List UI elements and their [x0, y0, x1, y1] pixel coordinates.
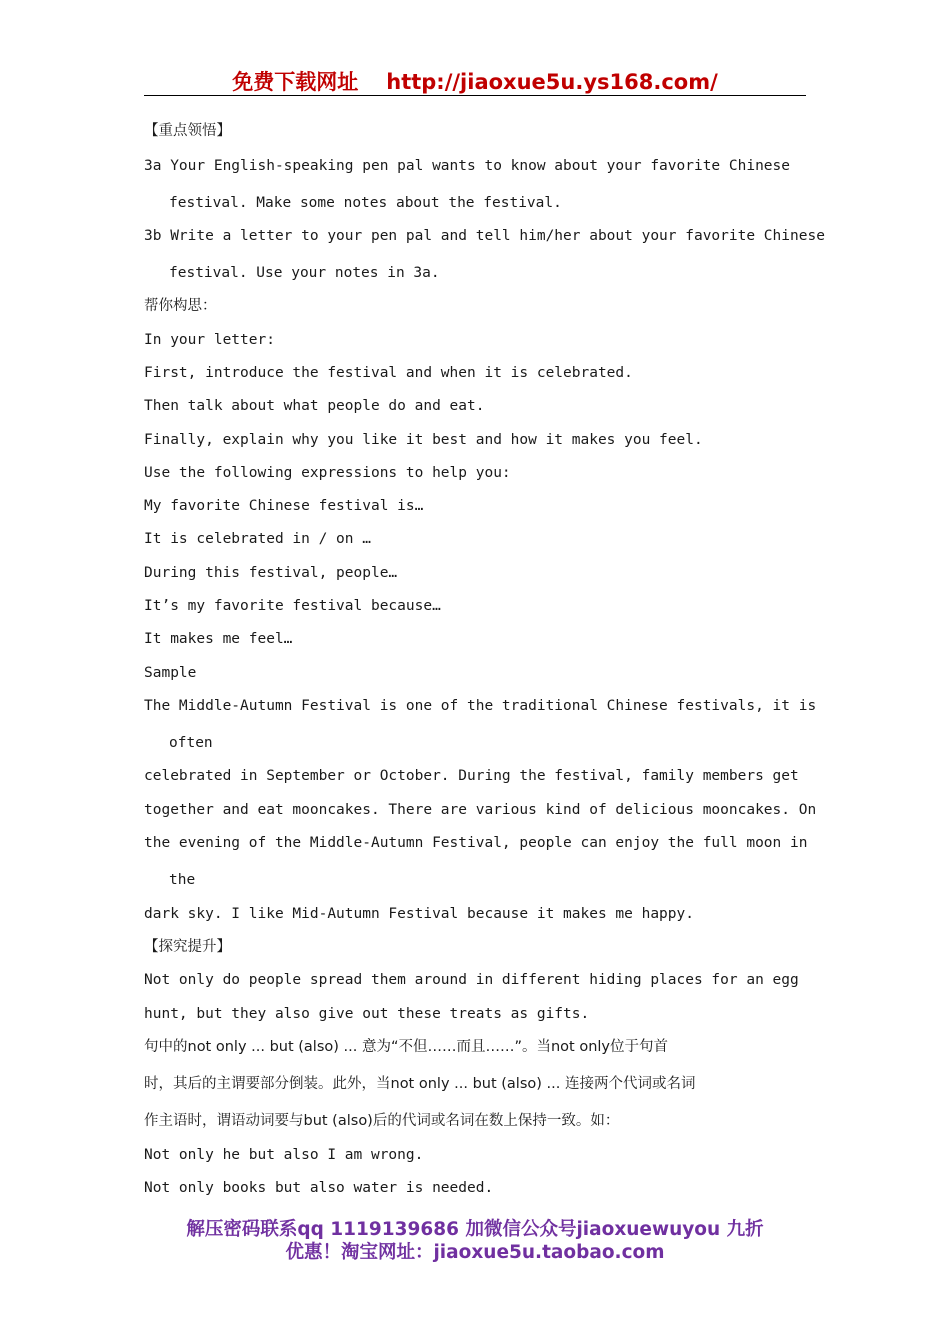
task-3a-line: 3a Your English-speaking pen pal wants to know about your favorite Chinese	[144, 158, 791, 174]
sample-heading: Sample	[144, 665, 197, 681]
expression-line: It’s my favorite festival because…	[144, 598, 441, 614]
expression-line: My favorite Chinese festival is…	[144, 498, 424, 514]
header-divider	[144, 95, 806, 96]
sample-text-line: The Middle-Autumn Festival is one of the traditional Chinese festivals, it is	[144, 698, 817, 714]
text-line: Use the following expressions to help you:	[144, 465, 511, 481]
section-heading-key-points: 【重点领悟】	[144, 123, 231, 139]
footer-contact-line: 解压密码联系qq 1119139686 加微信公众号jiaoxuewuyou 九折	[186, 1219, 764, 1240]
example-sentence-line: hunt, but they also give out these treats as gifts.	[144, 1006, 590, 1022]
header-label: 免费下载网址	[232, 70, 359, 94]
sample-text-line: dark sky. I like Mid-Autumn Festival because it makes me happy.	[144, 906, 694, 922]
text-line: Then talk about what people do and eat.	[144, 398, 485, 414]
grammar-note-line: 时，其后的主谓要部分倒装。此外，当not only ... but (also) ... 连接两个代词或名词	[144, 1076, 696, 1092]
sample-text-line: together and eat mooncakes. There are various kind of delicious mooncakes. On	[144, 802, 817, 818]
expression-line: During this festival, people…	[144, 565, 398, 581]
header-url-link[interactable]: http://jiaoxue5u.ys168.com/	[386, 70, 718, 94]
footer-shop-line: 优惠！淘宝网址：jiaoxue5u.taobao.com	[285, 1242, 665, 1263]
sample-text-line: the evening of the Middle-Autumn Festival, people can enjoy the full moon in	[144, 835, 808, 851]
grammar-note-line: 作主语时，谓语动词要与but (also)后的代词或名词在数上保持一致。如：	[144, 1113, 620, 1129]
sample-text-line: celebrated in September or October. During the festival, family members get	[144, 768, 799, 784]
expression-line: It is celebrated in / on …	[144, 531, 371, 547]
sample-text-line: the	[169, 872, 196, 888]
text-line: First, introduce the festival and when it is celebrated.	[144, 365, 633, 381]
text-line: In your letter:	[144, 332, 275, 348]
sample-text-line: often	[169, 735, 213, 751]
grammar-note-line: 句中的not only ... but (also) ... 意为“不但……而且……”。当not only位于句首	[144, 1039, 669, 1055]
task-3b-line: 3b Write a letter to your pen pal and tell him/her about your favorite Chinese	[144, 228, 825, 244]
example-sentence-line: Not only do people spread them around in different hiding places for an egg	[144, 972, 799, 988]
text-line: Finally, explain why you like it best and how it makes you feel.	[144, 432, 703, 448]
task-3a-line-cont: festival. Make some notes about the festival.	[169, 195, 562, 211]
section-heading-explore: 【探究提升】	[144, 939, 231, 955]
page-header	[144, 66, 806, 96]
help-heading: 帮你构思：	[144, 298, 217, 314]
task-3b-line-cont: festival. Use your notes in 3a.	[169, 265, 440, 281]
example-line: Not only he but also I am wrong.	[144, 1147, 424, 1163]
expression-line: It makes me feel…	[144, 631, 293, 647]
example-line: Not only books but also water is needed.	[144, 1180, 494, 1196]
